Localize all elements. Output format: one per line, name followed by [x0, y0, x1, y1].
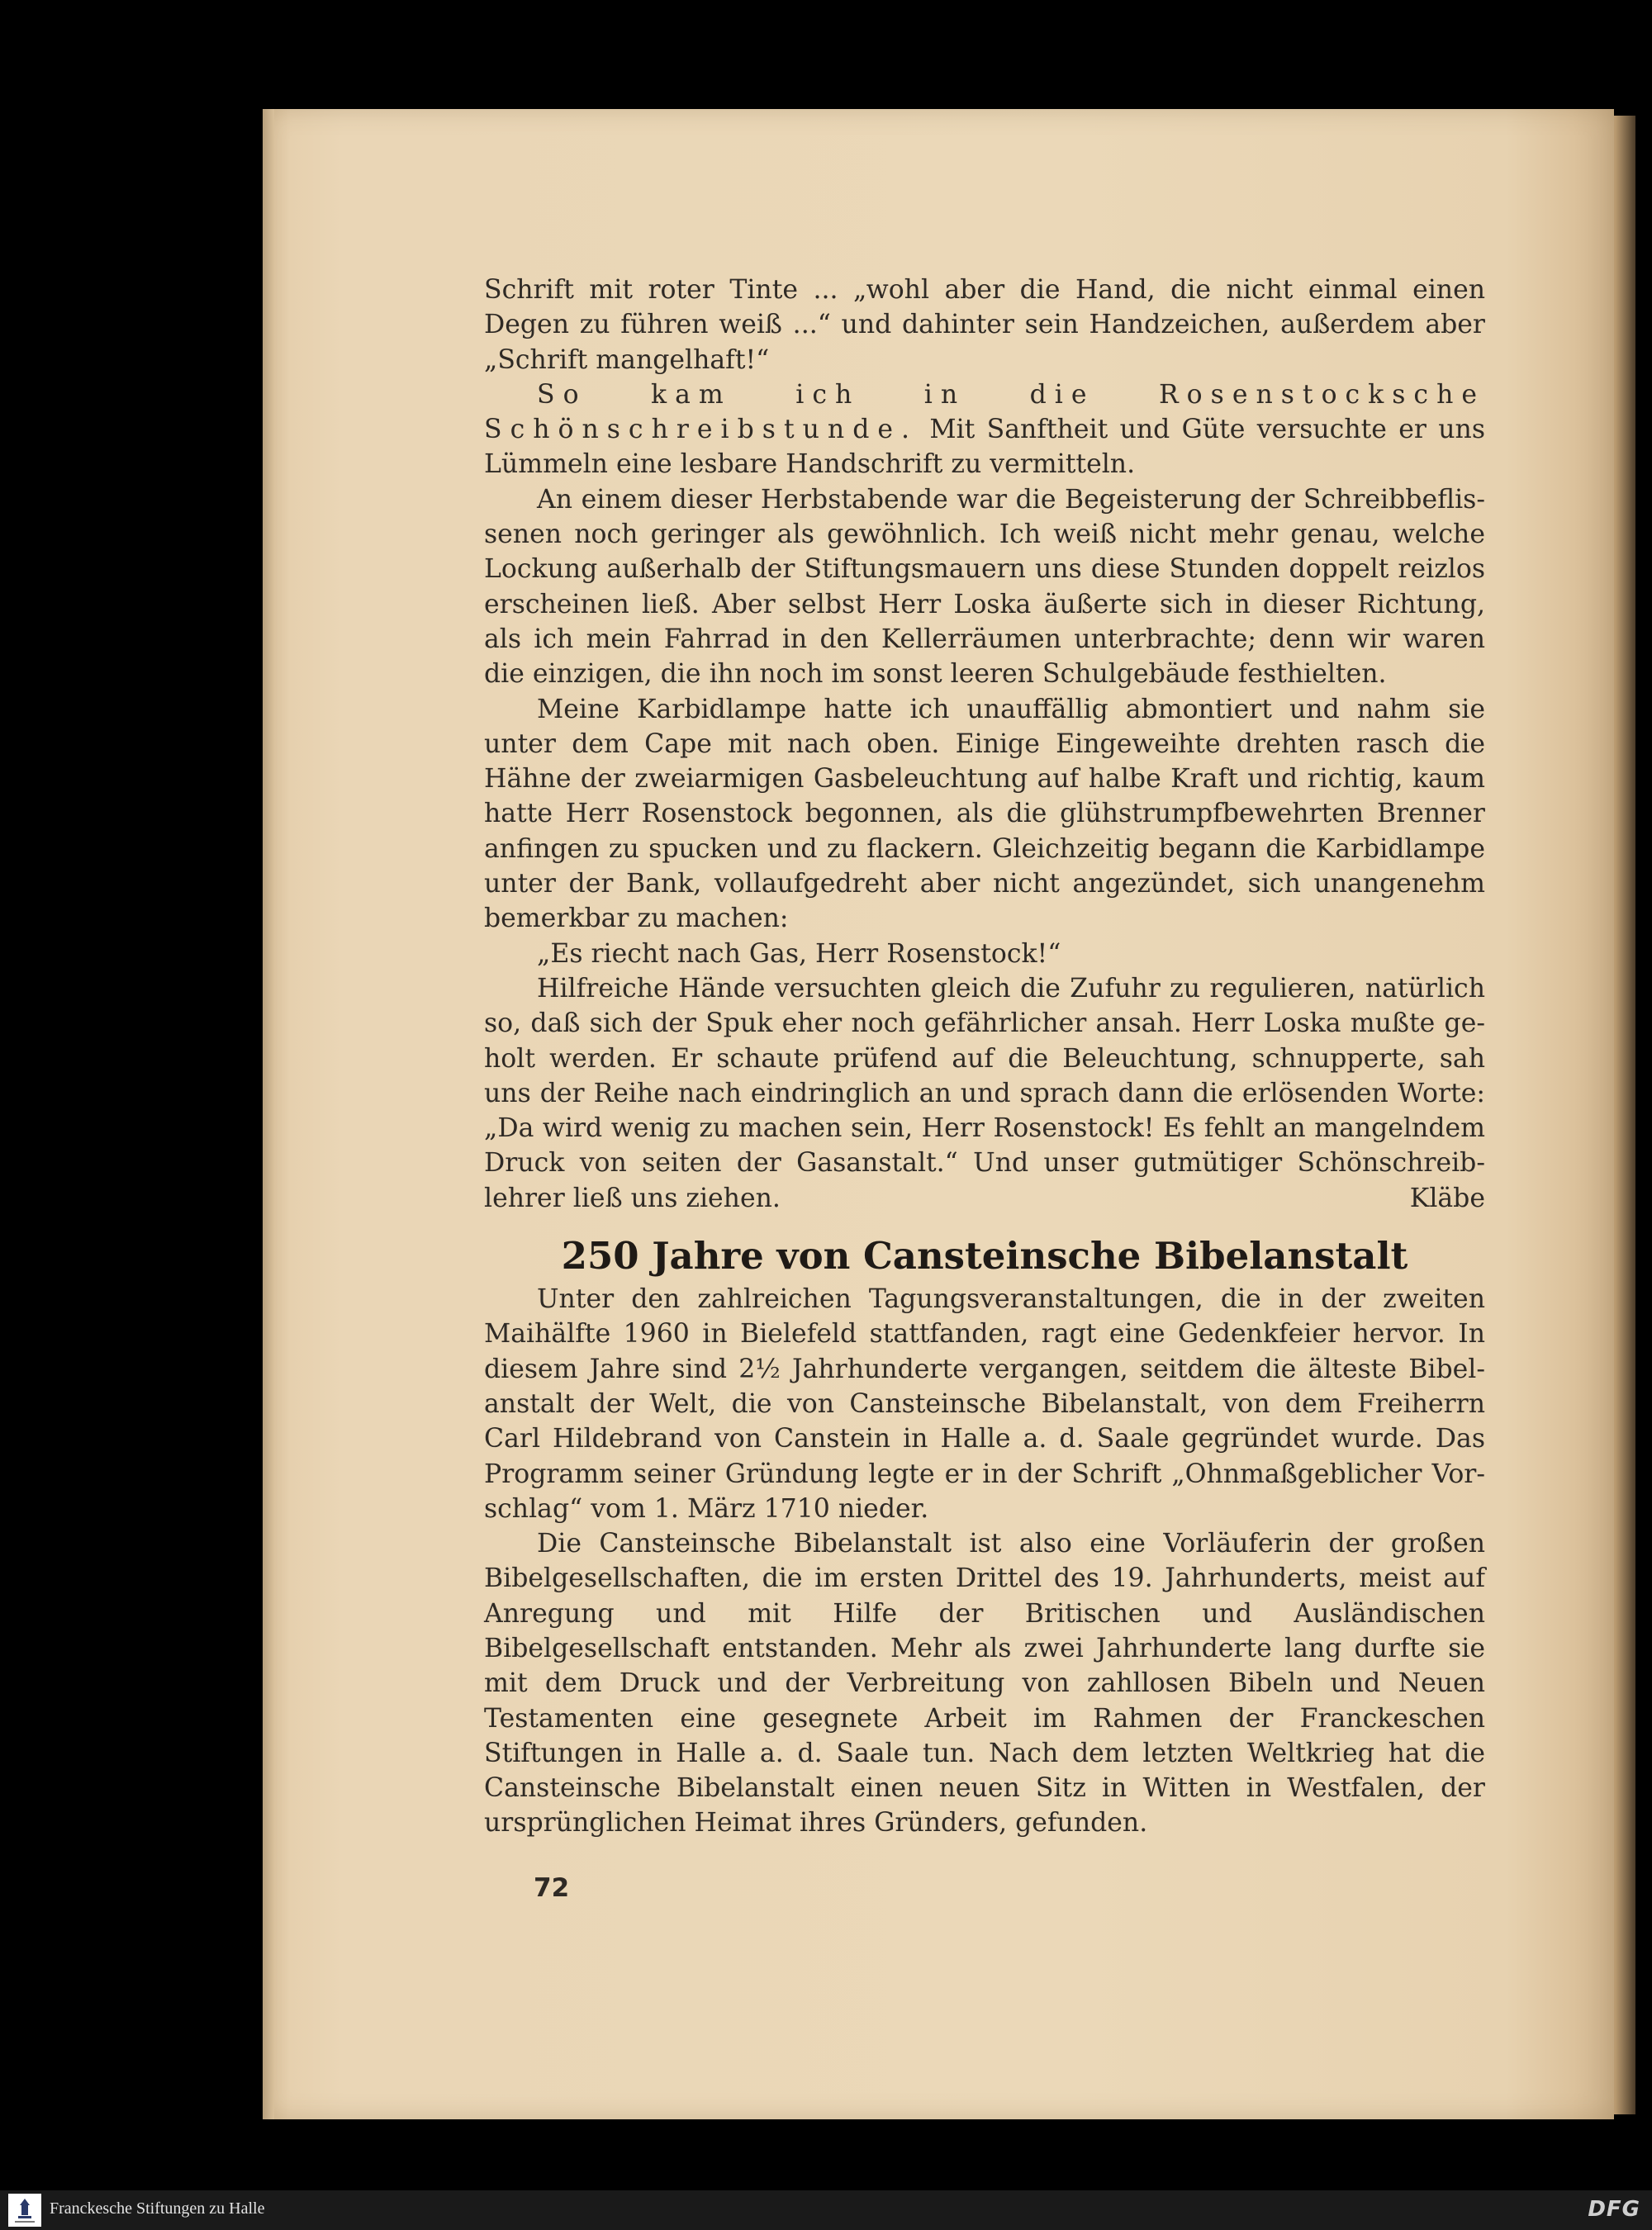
institution-link[interactable]: Franckesche Stiftungen zu Halle — [50, 2199, 265, 2218]
paragraph-text: Hilfreiche Hände versuchten gleich die Zufuhr zu regulieren, natürlich so, daß sich der Spuk eher noch gefährlicher ansah. Herr Loska mußte geholt werden. Er schaute prüfend auf die Beleuchtung, schnupperte, sah uns der Reihe nach eindringlich an und sprach dann die erlösenden Worte: „Da wird wenig zu machen sein, Herr Rosenstock! Es fehlt an mangelndem Druck von seiten der Gasanstalt.“ Und unser gutmütiger Schönschreiblehrer ließ uns ziehen. — [484, 973, 1485, 1213]
paragraph: „Es riecht nach Gas, Herr Rosenstock!“ — [537, 938, 1061, 969]
paragraph: Schrift mit roter Tinte ... „wohl aber die Hand, die nicht einmal einen Degen zu führen weiß ...“ und dahinter sein Handzeichen, außerdem aber „Schrift mangelhaft!“ — [484, 275, 1485, 375]
paragraph — [484, 377, 1485, 482]
dfg-logo: DFG — [1588, 2197, 1640, 2222]
paragraph-text: Mit Sanftheit und Güte versuchte er uns Lümmeln eine lesbare Handschrift zu vermitteln. — [484, 415, 1486, 480]
paragraph — [484, 971, 1485, 1216]
page-text — [484, 273, 1485, 1841]
franckesche-stiftungen-logo-icon[interactable] — [8, 2194, 41, 2227]
page-number: 72 — [534, 1873, 570, 1903]
viewer-footer — [0, 2190, 1652, 2230]
paragraph: An einem dieser Herbstabende war die Begeisterung der Schreibbeflissenen noch geringer als gewöhnlich. Ich weiß nicht mehr genau, welche Lockung außerhalb der Stiftungsmauern uns diese Stunden doppelt reizlos erscheinen ließ. Aber selbst Herr Loska äußerte sich in dieser Richtung, als ich mein Fahrrad in den Kellerräumen unterbrachte; denn wir waren die einzigen, die ihn noch im sonst leeren Schulgebäude festhielten. — [484, 484, 1485, 690]
paragraph: Meine Karbidlampe hatte ich unauffällig abmontiert und nahm sie unter dem Cape mit nach oben. Einige Eingeweihte drehten rasch die Hähne der zweiarmigen Gasbeleuchtung auf halbe Kraft und richtig, kaum hatte Herr Rosenstock begonnen, als die glühstrumpfbewehrten Brenner anfingen zu spucken und zu flackern. Gleichzeitig begann die Karbidlampe unter der Bank, vollaufgedreht aber nicht angezündet, sich unangenehm bemerkbar zu machen: — [484, 694, 1485, 934]
paragraph: Unter den zahlreichen Tagungsveranstaltungen, die in der zweiten Maihälfte 1960 in Bielefeld stattfanden, ragt eine Gedenkfeier hervor. In diesem Jahre sind 2½ Jahrhunderte vergangen, seitdem die älteste Bibelanstalt der Welt, die von Cansteinsche Bibelanstalt, von dem Freiherrn Carl Hildebrand von Canstein in Halle a. d. Saale gegründet wurde. Das Programm seiner Gründung legte er in der Schrift „Ohnmaßgeblicher Vorschlag“ vom 1. März 1710 nieder. — [484, 1284, 1485, 1524]
page-left-edge — [263, 109, 274, 2119]
paragraph: Die Cansteinsche Bibelanstalt ist also eine Vorläuferin der großen Bibelgesellschaften, die im ersten Drittel des 19. Jahrhunderts, meist auf Anregung und mit Hilfe der Britischen und Ausländischen Bibelgesellschaft entstanden. Mehr als zwei Jahrhunderte lang durfte sie mit dem Druck und der Verbreitung von zahllosen Bibeln und Neuen Testamenten eine gesegnete Arbeit im Rahmen der Franckeschen Stiftungen in Halle a. d. Saale tun. Nach dem letzten Weltkrieg hat die Cansteinsche Bibelanstalt einen neuen Sitz in Witten in Westfalen, der ursprünglichen Heimat ihres Gründers, gefunden. — [484, 1529, 1485, 1839]
spaced-phrase: So kam ich in die Rosenstocksche Schönschreibstunde. — [484, 379, 1485, 445]
author-signature: Kläbe — [1409, 1183, 1485, 1213]
article-heading: 250 Jahre von Cansteinsche Bibelanstalt — [561, 1234, 1408, 1279]
